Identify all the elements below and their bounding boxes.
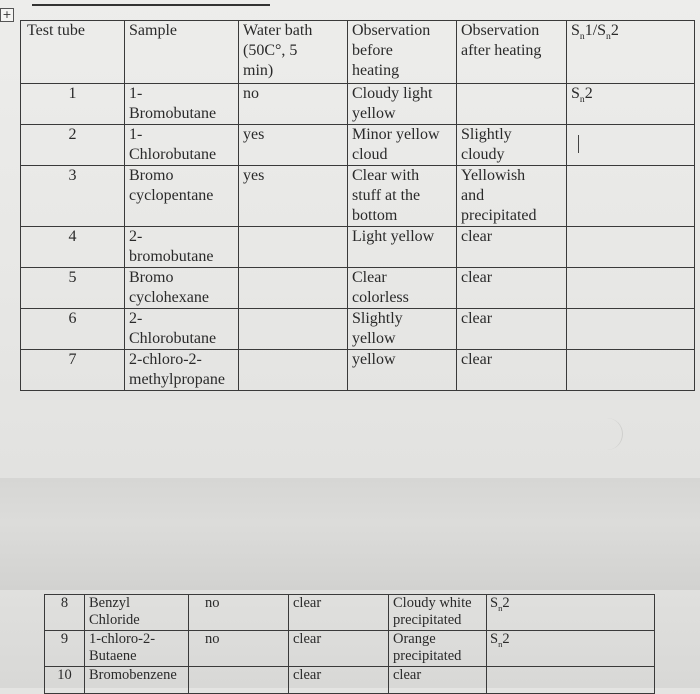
cell-sample-line: methylpropane [129,371,225,388]
cell-observation-before-line: Clear [352,269,387,286]
table-row [21,84,695,125]
cropped-heading [32,0,270,6]
header-observation-after-line: Observation [461,22,540,39]
header-observation-before-line: heating [352,62,400,79]
header-sn [567,21,695,84]
cell-observation-after-line: Orange [393,631,436,647]
cell-observation-after [389,667,487,694]
table-row [21,268,695,309]
cell-tube-number [45,667,85,694]
cell-observation-before [348,227,457,268]
cell-water-bath [239,309,348,350]
cell-observation-after [457,166,567,227]
cell-sample [125,350,239,391]
cell-observation-before-text: clear [293,667,322,683]
cell-observation-after-line: clear [461,228,493,245]
cell-observation-after [457,227,567,268]
cell-sample [125,166,239,227]
cell-observation-before-text: clear [293,595,322,611]
cell-tube-number-text: 9 [60,631,69,647]
header-sample-text: Sample [129,22,177,39]
results-table-2 [44,594,655,694]
cell-sample-line: Bromobutane [129,105,217,122]
cell-extra [487,667,655,694]
table-row [21,309,695,350]
cell-sn [567,84,695,125]
cell-tube-number-text: 7 [68,351,77,368]
page-gap [0,478,700,590]
cell-sample-line: Chloride [89,612,140,628]
cell-tube-number-text: 1 [68,85,77,102]
header-observation-before-line: before [352,42,393,59]
cell-tube-number [45,595,85,631]
cell-sn [567,125,695,166]
cell-observation-after-line: clear [461,310,493,327]
cell-observation-after-line: precipitated [393,612,462,628]
header-row [21,21,695,84]
cell-observation-before [348,309,457,350]
cell-sample-line: cyclopentane [129,187,214,204]
cell-sample [125,84,239,125]
cell-sample-line: bromobutane [129,248,214,265]
header-water-bath [239,21,348,84]
cell-water-bath-text: yes [243,126,265,143]
cell-sn: $S_n2$ [490,595,510,613]
cell-observation-after [457,84,567,125]
cell-water-bath [189,595,289,631]
cell-observation-before [348,350,457,391]
cell-tube-number [21,227,125,268]
cell-tube-number-text: 3 [68,167,77,184]
cell-sample [125,309,239,350]
cell-sample-line: Bromo [129,167,174,184]
header-observation-after-line: after heating [461,42,542,59]
cell-sample [85,595,189,631]
cell-sample-line: cyclohexane [129,289,209,306]
cell-extra [487,631,655,667]
cell-sample [125,125,239,166]
cell-water-bath [239,227,348,268]
cell-observation-after [457,350,567,391]
cell-sample-line: 2-chloro-2- [129,351,202,368]
cell-sample-line: 2- [129,310,143,327]
pen-mark [578,135,579,153]
cell-sample-line: 2- [129,228,143,245]
cell-observation-after-line: cloudy [461,146,505,163]
cell-sample [85,667,189,694]
cell-sample-line: Benzyl [89,595,131,611]
cell-observation-before-line: yellow [352,330,396,347]
cell-tube-number [21,309,125,350]
header-sn-text: $S_n1/S_n2$ [571,22,619,43]
cell-water-bath [189,667,289,694]
header-water-bath-line: (50C°, 5 [243,42,298,59]
cell-observation-before-line: Cloudy light [352,85,433,102]
cell-sn-text: $S_n2$ [571,85,593,106]
cell-water-bath [189,631,289,667]
cell-observation-before-line: yellow [352,105,396,122]
cell-sn [567,268,695,309]
header-observation-after [457,21,567,84]
header-water-bath-line: Water bath [243,22,313,39]
cell-sample-line: 1- [129,85,143,102]
table-row [21,350,695,391]
cell-water-bath [239,84,348,125]
cell-tube-number [21,350,125,391]
table-row [21,166,695,227]
cell-observation-before-line: Clear with [352,167,420,184]
cell-tube-number [21,166,125,227]
cell-water-bath-text: yes [243,167,265,184]
cell-sample-line: 1- [129,126,143,143]
cell-sample-line: Butaene [89,648,137,664]
cell-sn [567,166,695,227]
cell-water-bath-text: no [205,631,220,647]
cell-sample-line: Bromobenzene [89,667,177,683]
cell-tube-number-text: 6 [68,310,77,327]
cell-observation-before [348,84,457,125]
cell-tube-number [45,631,85,667]
cell-tube-number [21,268,125,309]
cell-observation-before [289,595,389,631]
cell-tube-number-text: 8 [60,595,69,611]
cell-observation-before [348,268,457,309]
table-row [45,631,655,667]
cell-observation-before [348,125,457,166]
cell-water-bath [239,268,348,309]
cell-observation-before-line: Slightly [352,310,403,327]
cell-observation-before [289,631,389,667]
header-observation-before-line: Observation [352,22,431,39]
header-water-bath-line: min) [243,62,274,79]
cell-sample-line: 1-chloro-2- [89,631,156,647]
cell-sample [85,631,189,667]
cell-tube-number-text: 2 [68,126,77,143]
cell-observation-after-line: precipitated [461,207,537,224]
cell-sn [567,309,695,350]
cell-sample-line: Chlorobutane [129,146,217,163]
table-row [45,667,655,694]
cell-observation-before-line: colorless [352,289,409,306]
cell-observation-after [389,631,510,667]
move-handle-icon[interactable]: + [0,8,14,22]
cell-sn: $S_n2$ [490,631,510,649]
cell-tube-number-text: 4 [68,228,77,245]
cell-observation-before-line: cloud [352,146,388,163]
cell-tube-number [21,125,125,166]
cell-observation-after-line: precipitated [393,648,462,664]
cell-observation-after-line: clear [393,667,422,683]
table-row [21,125,695,166]
cell-observation-before-line: Light yellow [352,228,435,245]
cell-observation-after [457,125,567,166]
header-test-tube [21,21,125,84]
results-table-1 [20,20,695,391]
cell-water-bath [239,166,348,227]
cell-observation-after-line: clear [461,269,493,286]
cell-water-bath-text: no [205,595,220,611]
cell-observation-after [457,309,567,350]
table-row [21,227,695,268]
cell-observation-before-text: clear [293,631,322,647]
header-observation-before [348,21,457,84]
cell-water-bath [239,350,348,391]
cell-sample [125,227,239,268]
cell-sample [125,268,239,309]
cell-water-bath-text: no [243,85,259,102]
cell-sn [567,350,695,391]
cell-sn [567,227,695,268]
cell-observation-after-line: Cloudy white [393,595,472,611]
cell-observation-before-line: Minor yellow [352,126,440,143]
header-sample [125,21,239,84]
cell-observation-before [289,667,389,694]
cell-water-bath [239,125,348,166]
cell-tube-number-text: 10 [57,667,72,683]
cell-sample-line: Chlorobutane [129,330,217,347]
cell-tube-number [21,84,125,125]
cell-observation-after [457,268,567,309]
cell-tube-number-text: 5 [68,269,77,286]
header-test-tube-text: Test tube [27,22,85,39]
cell-observation-before-line: bottom [352,207,398,224]
cell-observation-before [348,166,457,227]
cell-observation-after-line: and [461,187,485,204]
cell-sample-line: Bromo [129,269,174,286]
cell-observation-after-line: clear [461,351,493,368]
table-row [45,595,655,631]
cell-observation-after-line: Yellowish [461,167,526,184]
cell-observation-before-line: yellow [352,351,396,368]
cell-observation-after [389,595,510,631]
cell-observation-before-line: stuff at the [352,187,421,204]
cell-extra [487,595,655,631]
cell-observation-after-line: Slightly [461,126,512,143]
